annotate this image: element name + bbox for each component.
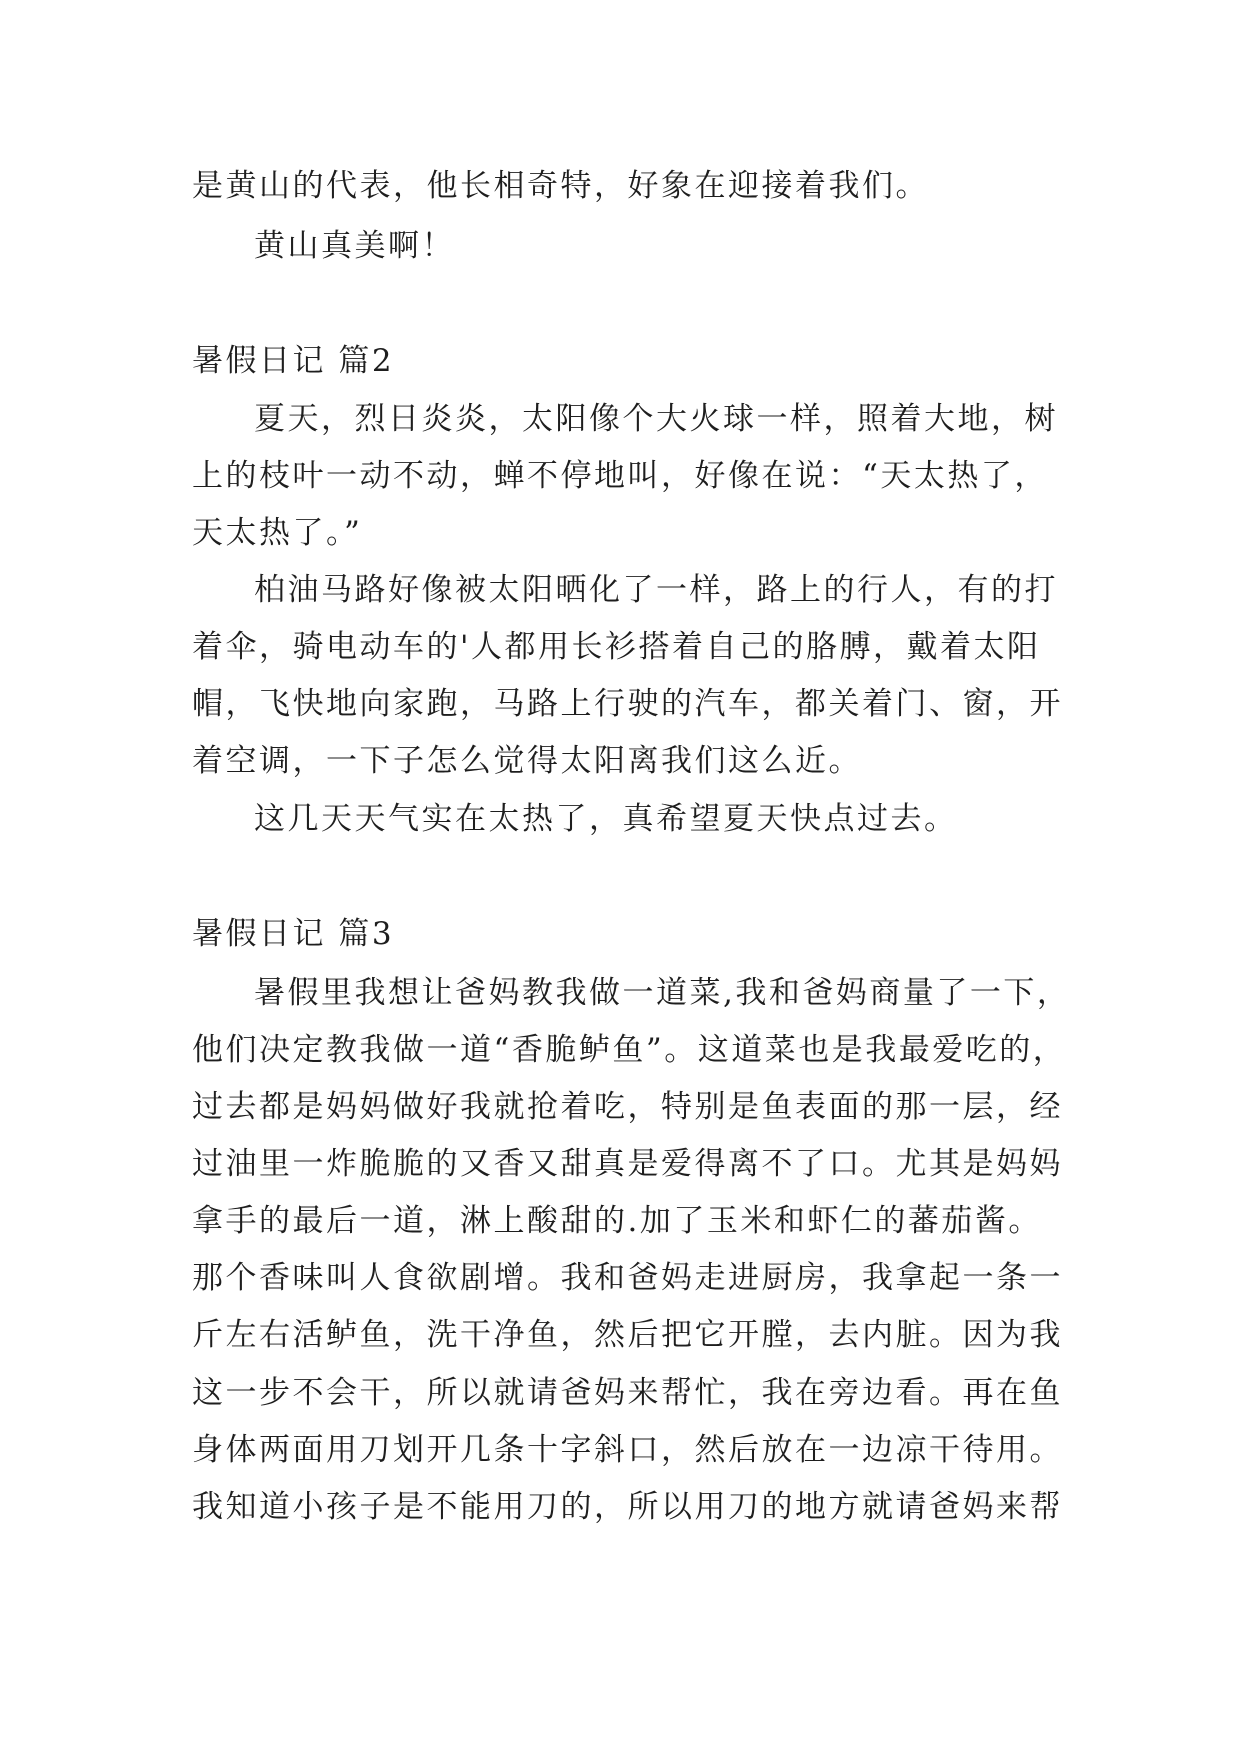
paragraph-line: 柏油马路好像被太阳晒化了一样，路上的行人，有的打	[254, 572, 1058, 608]
paragraph-line: 我知道小孩子是不能用刀的，所以用刀的地方就请爸妈来帮	[192, 1489, 1063, 1525]
paragraph-line: 这一步不会干，所以就请爸妈来帮忙，我在旁边看。再在鱼	[192, 1375, 1063, 1411]
paragraph-line: 过去都是妈妈做好我就抢着吃，特别是鱼表面的那一层，经	[192, 1089, 1063, 1125]
paragraph-line: 斤左右活鲈鱼，洗干净鱼，然后把它开膛，去内脏。因为我	[192, 1317, 1063, 1353]
closing-line: 黄山真美啊！	[254, 228, 455, 264]
paragraph-line: 拿手的最后一道，淋上酸甜的.加了玉米和虾仁的蕃茄酱。	[192, 1203, 1042, 1239]
section-heading: 暑假日记 篇2	[192, 343, 395, 379]
paragraph-line: 着空调，一下子怎么觉得太阳离我们这么近。	[192, 743, 862, 779]
paragraph-line: 过油里一炸脆脆的又香又甜真是爱得离不了口。尤其是妈妈	[192, 1146, 1063, 1182]
paragraph-line: 帽，飞快地向家跑，马路上行驶的汽车，都关着门、窗，开	[192, 686, 1063, 722]
paragraph-line: 是黄山的代表，他长相奇特，好象在迎接着我们。	[192, 168, 929, 204]
paragraph-line: 夏天，烈日炎炎，太阳像个大火球一样，照着大地，树	[254, 401, 1058, 437]
paragraph-line: 暑假里我想让爸妈教我做一道菜,我和爸妈商量了一下，	[254, 975, 1071, 1011]
paragraph-line: 那个香味叫人食欲剧增。我和爸妈走进厨房，我拿起一条一	[192, 1260, 1063, 1296]
paragraph-line: 上的枝叶一动不动，蝉不停地叫，好像在说：“天太热了，	[192, 458, 1048, 494]
paragraph-line: 这几天天气实在太热了，真希望夏天快点过去。	[254, 801, 958, 837]
section-heading: 暑假日记 篇3	[192, 916, 395, 952]
paragraph-line: 着伞，骑电动车的'人都用长衫搭着自己的胳膊，戴着太阳	[192, 629, 1041, 665]
paragraph-line: 身体两面用刀划开几条十字斜口，然后放在一边凉干待用。	[192, 1432, 1063, 1468]
paragraph-line: 天太热了。”	[192, 515, 363, 551]
paragraph-line: 他们决定教我做一道“香脆鲈鱼”。这道菜也是我最爱吃的，	[192, 1032, 1067, 1068]
